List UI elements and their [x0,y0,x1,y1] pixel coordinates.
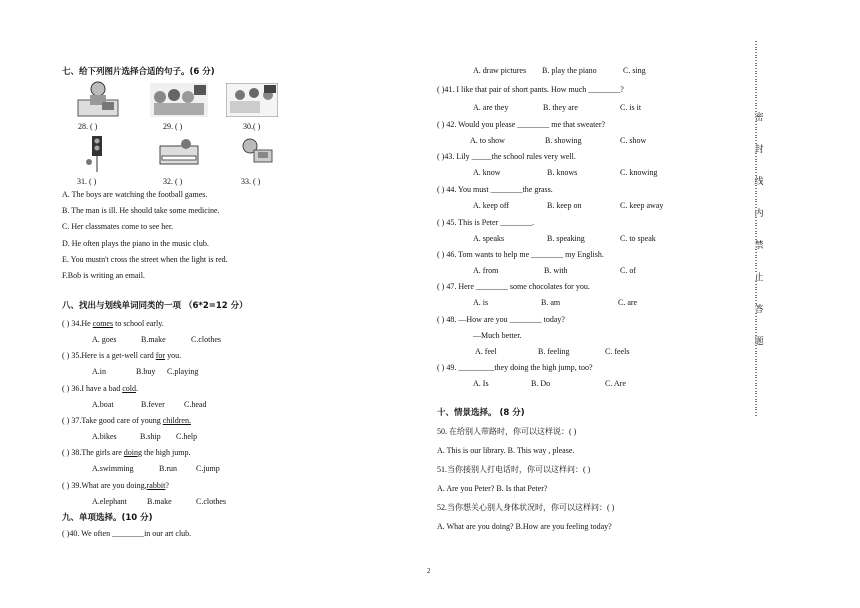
question-39-opt-a: A.elephant [92,497,127,506]
question-35-opt-a: A.in [92,367,106,376]
question-37-opt-b: B.ship [140,432,161,441]
question-38-opt-a: A.swimming [92,464,134,473]
question-42-opt-b: B. showing [545,136,582,145]
question-47-opt-b: B. am [541,298,561,307]
question-39-opt-c: C.clothes [196,497,226,506]
question-39-opt-b: B.make [147,497,172,506]
picture-classmates-visit [226,83,278,117]
question-45-opt-c: C. to speak [620,234,656,243]
question-39: ( ) 39.What are you doing,rabbit? [62,481,169,490]
question-37: ( ) 37.Take good care of young children. [62,416,191,425]
picture-boy-writing-email [76,80,120,118]
question-45-opt-b: B. speaking [547,234,585,243]
question-38-opt-b: B.run [159,464,177,473]
question-44-opt-b: B. keep on [547,201,582,210]
question-42: ( ) 42. Would you please ________ me that sweater? [437,120,606,129]
question-45: ( ) 45. This is Peter ________. [437,218,535,227]
question-46-opt-a: A. from [473,266,499,275]
question-48-opt-b: B. feeling [538,347,570,356]
question-44-opt-c: C. keep away [620,201,664,210]
question-38-opt-c: C.jump [196,464,220,473]
option-d: D. He often plays the piano in the music club. [62,239,209,248]
question-52: 52.当你想关心别人身体状况时，你可以这样问：( ) [437,503,615,512]
question-48-reply: —Much better. [473,331,522,340]
question-49-opt-b: B. Do [531,379,551,388]
option-f: F.Bob is writing an email. [62,271,145,280]
section9-title: 九、单项选择。(10 分) [62,513,153,523]
picture-piano [158,136,200,172]
section7-title: 七、给下列图片选择合适的句子。(6 分) [62,67,215,77]
question-50: 50. 在给别人带路时，你可以这样说：( ) [437,427,577,436]
picture-label-29: 29. ( ) [163,122,183,131]
question-40-opt-c: C. sing [623,66,646,75]
question-37-opt-a: A.bikes [92,432,117,441]
question-50-answer: A. This is our library. B. This way , please. [437,446,575,455]
question-42-opt-a: A. to show [470,136,505,145]
question-43-opt-a: A. know [473,168,501,177]
picture-label-32: 32. ( ) [163,177,183,186]
question-52-answer: A. What are you doing? B.How are you feeling today? [437,522,612,531]
question-51: 51.当你接别人打电话时，你可以这样问：( ) [437,465,591,474]
question-35: ( ) 35.Here is a get-well card for you. [62,351,182,360]
question-34-opt-c: C.clothes [191,335,221,344]
question-49-opt-a: A. Is [473,379,489,388]
question-49: ( ) 49. _________they doing the high jump, too? [437,363,593,372]
question-35-opt-b: B.buy [136,367,156,376]
question-47-opt-a: A. is [473,298,489,307]
question-43-opt-b: B. knows [547,168,578,177]
option-e: E. You mustn't cross the street when the light is red. [62,255,228,264]
question-36-opt-c: C.head [184,400,207,409]
question-44: ( ) 44. You must ________the grass. [437,185,553,194]
question-43: ( )43. Lily _____the school rules very well. [437,152,576,161]
seal-line-text: ………………………密………封………线………内………禁………止………答………题……………………… [752,40,763,416]
question-41-opt-c: C. is it [620,103,642,112]
question-45-opt-a: A. speaks [473,234,505,243]
question-34-opt-b: B.make [141,335,166,344]
question-47-opt-c: C. are [618,298,638,307]
question-41: ( )41. I like that pair of short pants. How much ________? [437,85,624,94]
question-48-opt-a: A. feel [475,347,497,356]
question-46-opt-b: B. with [544,266,568,275]
question-35-opt-c: C.playing [167,367,199,376]
question-43-opt-c: C. knowing [620,168,658,177]
question-40-opt-b: B. play the piano [542,66,597,75]
question-36-opt-a: A.boat [92,400,114,409]
question-48-opt-c: C. feels [605,347,630,356]
picture-boys-watching-football [150,83,208,117]
question-44-opt-a: A. keep off [473,201,510,210]
question-41-opt-a: A. are they [473,103,509,112]
question-40: ( )40. We often ________in our art club. [62,529,192,538]
question-40-opt-a: A. draw pictures [473,66,527,75]
picture-traffic-light [84,136,110,172]
section8-title: 八、找出与划线单词同类的一项 （6*2=12 分） [62,301,248,311]
question-49-opt-c: C. Are [605,379,626,388]
question-47: ( ) 47. Here ________ some chocolates for you. [437,282,590,291]
question-34: ( ) 34.He comes to school early. [62,319,164,328]
page-number: 2 [427,567,431,575]
section10-title: 十、情景选择。 (8 分) [437,408,525,418]
question-36-opt-b: B.fever [141,400,165,409]
question-38: ( ) 38.The girls are doing the high jump. [62,448,191,457]
question-46: ( ) 46. Tom wants to help me ________ my English. [437,250,604,259]
question-41-opt-b: B. they are [543,103,578,112]
question-51-answer: A. Are you Peter? B. Is that Peter? [437,484,548,493]
picture-label-33: 33. ( ) [241,177,261,186]
picture-label-31: 31. ( ) [77,177,97,186]
question-46-opt-c: C. of [620,266,636,275]
option-b: B. The man is ill. He should take some medicine. [62,206,220,215]
question-37-opt-c: C.help [176,432,198,441]
picture-label-28: 28. ( ) [78,122,98,131]
question-36: ( ) 36.I have a bad cold. [62,384,138,393]
question-34-opt-a: A. goes [92,335,117,344]
picture-label-30: 30.( ) [243,122,261,131]
question-42-opt-c: C. show [620,136,647,145]
question-48: ( ) 48. —How are you ________ today? [437,315,565,324]
option-a: A. The boys are watching the football games. [62,190,208,199]
picture-sick-man [240,136,274,170]
option-c: C. Her classmates come to see her. [62,222,174,231]
